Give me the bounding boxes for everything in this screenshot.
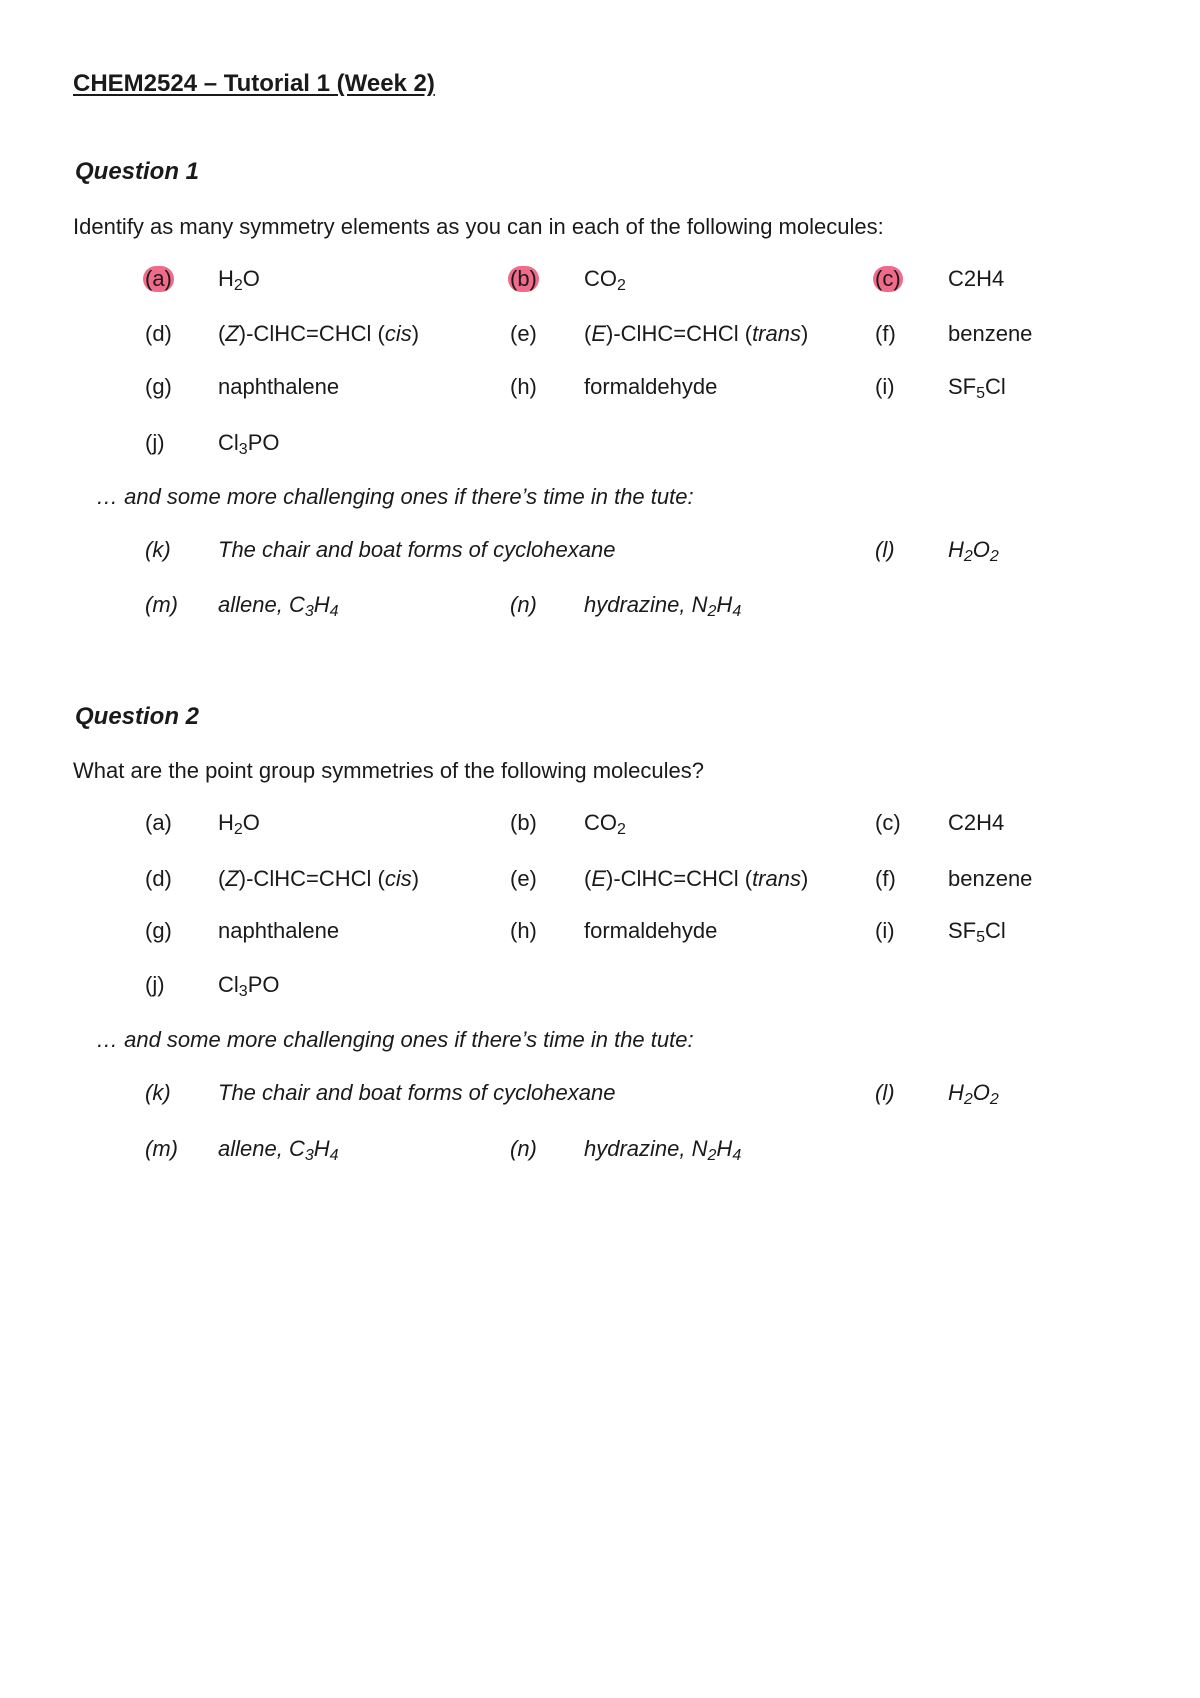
q1-challenge-note: … and some more challenging ones if there’s time in the tute: bbox=[96, 484, 694, 509]
molecule-hydrazine: hydrazine, $N_2H_4$ bbox=[584, 1136, 742, 1164]
highlight-mark: (a) bbox=[145, 266, 172, 291]
q2-row-def bbox=[0, 866, 1200, 900]
item-label: (m) bbox=[145, 1136, 178, 1161]
highlight-mark: (c) bbox=[875, 266, 901, 291]
item-label: (a) bbox=[145, 810, 172, 835]
item-label: (i) bbox=[875, 918, 895, 943]
molecule-h2o2: $H_2O_2$ bbox=[948, 537, 999, 565]
item-label: (i) bbox=[875, 374, 895, 399]
molecule-co2: $CO_2$ bbox=[584, 266, 626, 294]
q1-row-mn bbox=[0, 592, 1200, 626]
item-label: (f) bbox=[875, 321, 896, 346]
item-label: (k) bbox=[145, 1080, 171, 1105]
molecule-h2o2: $H_2O_2$ bbox=[948, 1080, 999, 1108]
molecule-cis-dichloroethene: (Z)-ClHC=CHCl (cis) bbox=[218, 321, 420, 346]
item-label: (d) bbox=[145, 321, 172, 346]
item-label: (l) bbox=[875, 537, 895, 562]
highlight-mark: (b) bbox=[510, 266, 537, 291]
molecule-cyclohexane: The chair and boat forms of cyclohexane bbox=[218, 1080, 616, 1105]
item-label: (d) bbox=[145, 866, 172, 891]
molecule-allene: allene, $C_3H_4$ bbox=[218, 1136, 339, 1164]
molecule-cl3po: $Cl_3PO$ bbox=[218, 972, 280, 1000]
q1-row-abc bbox=[0, 266, 1200, 300]
molecule-sf5cl: $SF_5Cl$ bbox=[948, 918, 1006, 946]
molecule-h2o: $H_2O$ bbox=[218, 810, 260, 838]
item-label: (k) bbox=[145, 537, 171, 562]
item-label: (f) bbox=[875, 866, 896, 891]
molecule-sf5cl: $SF_5Cl$ bbox=[948, 374, 1006, 402]
item-label: (j) bbox=[145, 972, 165, 997]
q2-row-kl bbox=[0, 1080, 1200, 1114]
item-label: (h) bbox=[510, 918, 537, 943]
item-label: (m) bbox=[145, 592, 178, 617]
question-2-heading: Question 2 bbox=[75, 703, 200, 730]
question-1-intro: Identify as many symmetry elements as you can in each of the following molecules: bbox=[73, 214, 884, 239]
molecule-c2h4: C2H4 bbox=[948, 810, 1005, 835]
item-label: (g) bbox=[145, 374, 172, 399]
molecule-hydrazine: hydrazine, $N_2H_4$ bbox=[584, 592, 742, 620]
item-label: (e) bbox=[510, 321, 537, 346]
q2-row-abc bbox=[0, 810, 1200, 844]
molecule-benzene: benzene bbox=[948, 866, 1033, 891]
molecule-co2: $CO_2$ bbox=[584, 810, 626, 838]
item-label: (h) bbox=[510, 374, 537, 399]
item-label bbox=[875, 266, 903, 292]
molecule-benzene: benzene bbox=[948, 321, 1033, 346]
molecule-h2o: $H_2O$ bbox=[218, 266, 260, 294]
item-label: (b) bbox=[510, 810, 537, 835]
molecule-naphthalene: naphthalene bbox=[218, 374, 340, 399]
molecule-formaldehyde: formaldehyde bbox=[584, 374, 718, 399]
molecule-allene: allene, $C_3H_4$ bbox=[218, 592, 339, 620]
q2-challenge-note: … and some more challenging ones if there’s time in the tute: bbox=[96, 1027, 694, 1052]
molecule-trans-dichloroethene: (E)-ClHC=CHCl (trans) bbox=[584, 866, 809, 891]
item-label: (l) bbox=[875, 1080, 895, 1105]
q2-row-j bbox=[0, 972, 1200, 1006]
item-label bbox=[510, 266, 539, 292]
question-2-intro: What are the point group symmetries of the following molecules? bbox=[73, 758, 704, 783]
item-label: (j) bbox=[145, 430, 165, 455]
q1-row-j bbox=[0, 430, 1200, 464]
molecule-naphthalene: naphthalene bbox=[218, 918, 340, 943]
molecule-cyclohexane: The chair and boat forms of cyclohexane bbox=[218, 537, 616, 562]
q2-row-ghi bbox=[0, 918, 1200, 952]
molecule-cl3po: $Cl_3PO$ bbox=[218, 430, 280, 458]
item-label: (c) bbox=[875, 810, 901, 835]
q1-row-def bbox=[0, 321, 1200, 355]
molecule-cis-dichloroethene: (Z)-ClHC=CHCl (cis) bbox=[218, 866, 420, 891]
q2-row-mn bbox=[0, 1136, 1200, 1170]
item-label bbox=[145, 266, 174, 292]
q1-row-kl bbox=[0, 537, 1200, 571]
question-1-heading: Question 1 bbox=[75, 158, 200, 185]
item-label: (n) bbox=[510, 1136, 537, 1161]
molecule-c2h4: C2H4 bbox=[948, 266, 1005, 291]
page-title: CHEM2524 – Tutorial 1 (Week 2) bbox=[73, 70, 435, 97]
item-label: (e) bbox=[510, 866, 537, 891]
item-label: (g) bbox=[145, 918, 172, 943]
q1-row-ghi bbox=[0, 374, 1200, 408]
molecule-formaldehyde: formaldehyde bbox=[584, 918, 718, 943]
item-label: (n) bbox=[510, 592, 537, 617]
molecule-trans-dichloroethene: (E)-ClHC=CHCl (trans) bbox=[584, 321, 809, 346]
